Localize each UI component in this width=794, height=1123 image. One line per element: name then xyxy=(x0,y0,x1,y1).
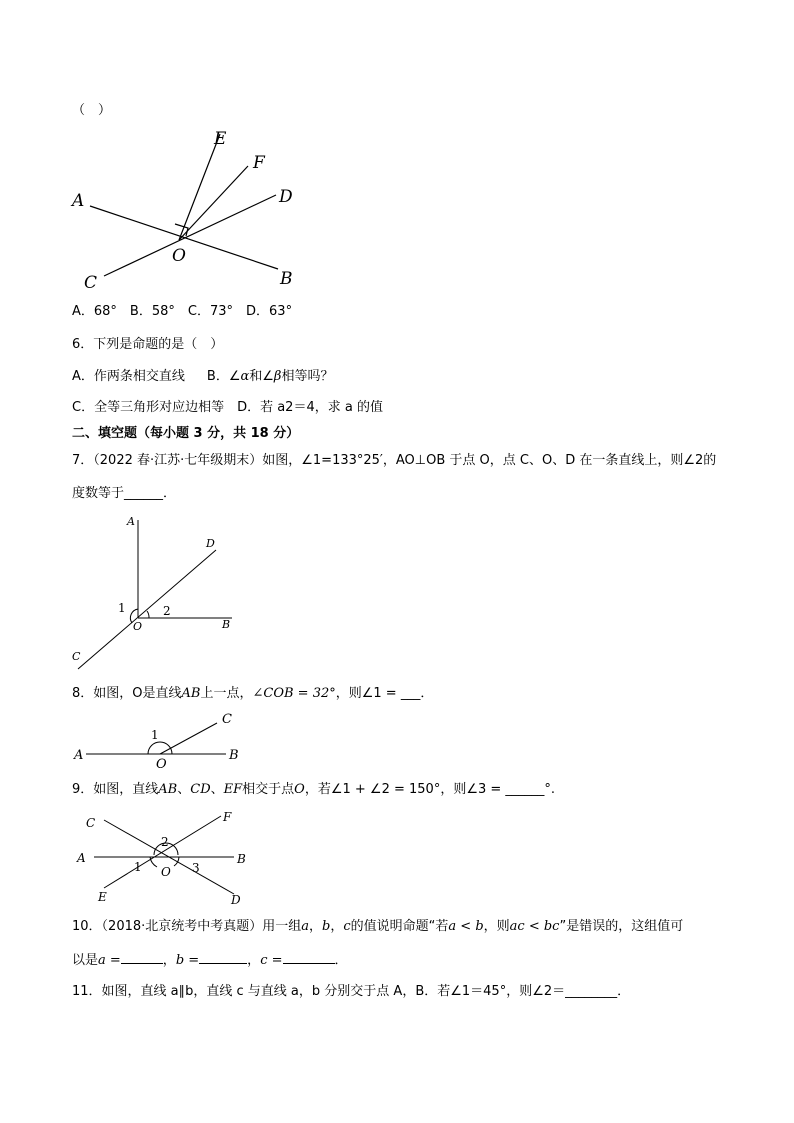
label-angle-2: 2 xyxy=(163,604,171,618)
label-A: A xyxy=(77,851,86,865)
label-E: E xyxy=(214,129,227,149)
q6-option-b: B．∠α和∠β相等吗？ xyxy=(206,369,334,384)
answer-blank-b[interactable] xyxy=(199,950,247,964)
label-B: B xyxy=(280,269,293,289)
label-B: B xyxy=(222,618,231,631)
label-F: F xyxy=(223,810,232,824)
q10-line1: 10．（2018·北京统考中考真题）用一组a，b，c的值说明命题“若a < b，则ac < bc”是错误的，这组值可 xyxy=(72,919,684,934)
section-title: 二、填空题（每小题 3 分，共 18 分） xyxy=(72,426,300,441)
q7-line1: 7．（2022 春·江苏·七年级期末）如图，∠1=133°25′，AO⊥OB 于点 O，点 C、O、D 在一条直线上，则∠2的 xyxy=(72,453,717,468)
label-angle-3: 3 xyxy=(192,861,200,875)
label-angle-1: 1 xyxy=(151,728,159,742)
answer-blank-a[interactable] xyxy=(121,950,163,964)
q11-text: 11．如图，直线 a∥b，直线 c 与直线 a，b 分别交于点 A，B．若∠1＝45°，则∠2＝________． xyxy=(72,984,631,999)
q9-figure xyxy=(66,806,266,914)
answer-blank-c[interactable] xyxy=(283,950,335,964)
label-angle-1: 1 xyxy=(134,860,142,874)
q7-line2: 度数等于______． xyxy=(72,486,177,501)
label-C: C xyxy=(72,650,81,663)
q9-text: 9．如图，直线AB、CD、EF相交于点O，若∠1 + ∠2 = 150°，则∠3 = ______°. xyxy=(72,782,556,797)
label-angle-1: 1 xyxy=(118,601,126,615)
label-C: C xyxy=(222,712,232,727)
q5-options: A．68° B．58° C．73° D．63° xyxy=(72,304,293,319)
label-O: O xyxy=(156,757,167,770)
q8-figure xyxy=(66,706,256,774)
q5-figure xyxy=(66,122,306,301)
label-D: D xyxy=(206,537,215,550)
label-F: F xyxy=(253,153,265,173)
label-A: A xyxy=(72,191,85,211)
q6-options-cd: C．全等三角形对应边相等 D．若 a2＝4，求 a 的值 xyxy=(72,400,383,415)
q5-paren: （ ） xyxy=(72,103,112,118)
q6-options-ab xyxy=(72,368,333,386)
q6-option-a: A．作两条相交直线 xyxy=(72,369,185,384)
q7-figure xyxy=(66,512,246,676)
label-A: A xyxy=(127,515,135,528)
label-O: O xyxy=(161,865,171,879)
label-C: C xyxy=(86,816,96,830)
label-E: E xyxy=(98,890,107,904)
label-B: B xyxy=(229,748,239,763)
label-A: A xyxy=(74,748,84,763)
label-O: O xyxy=(133,620,143,633)
q10-line2: 以是a = ，b = ，c = ． xyxy=(72,950,348,970)
q8-text: 8．如图，O是直线AB上一点，∠COB = 32°，则∠1 = ___． xyxy=(72,686,434,701)
label-D: D xyxy=(231,893,241,907)
label-O: O xyxy=(172,246,186,266)
label-C: C xyxy=(84,273,98,293)
q6-stem: 6．下列是命题的是（ ） xyxy=(72,337,224,352)
label-B: B xyxy=(237,852,246,866)
label-angle-2: 2 xyxy=(161,835,169,849)
label-D: D xyxy=(279,187,293,207)
